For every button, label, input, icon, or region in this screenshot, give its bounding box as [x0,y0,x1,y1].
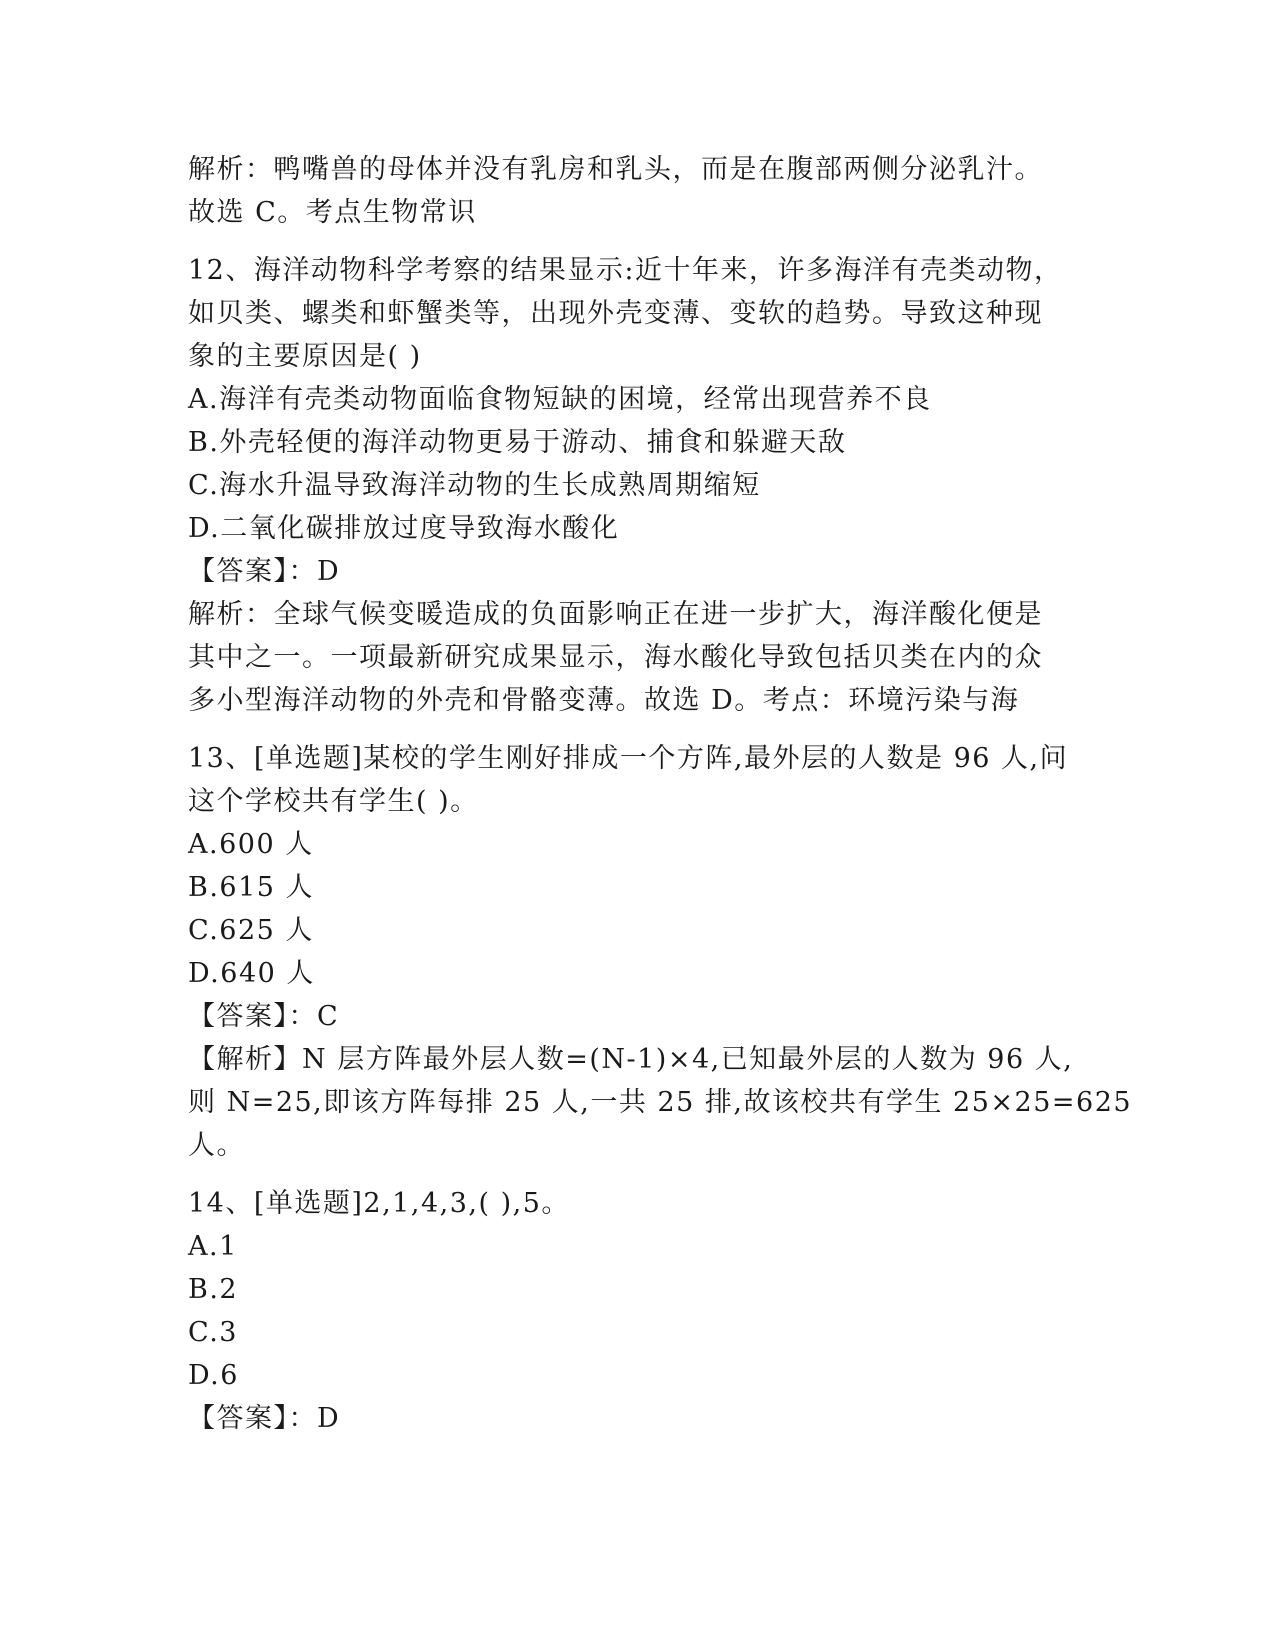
q14-option-d: D.6 [188,1360,239,1391]
q14-stem-line-1: 14、[单选题]2,1,4,3,( ),5。 [188,1188,570,1219]
q12-analysis-line-2: 其中之一。一项最新研究成果显示，海水酸化导致包括贝类在内的众 [188,642,1043,673]
q12-option-a: A.海洋有壳类动物面临食物短缺的困境，经常出现营养不良 [188,384,932,415]
q13-option-c: C.625 人 [188,915,314,946]
q12-option-c: C.海水升温导致海洋动物的生长成熟周期缩短 [188,470,761,501]
q13-stem-line-2: 这个学校共有学生( )。 [188,786,479,817]
q12-option-d: D.二氧化碳排放过度导致海水酸化 [188,513,620,544]
q12-stem-line-1: 12、海洋动物科学考察的结果显示:近十年来，许多海洋有壳类动物， [188,255,1063,286]
q12-stem-line-2: 如贝类、螺类和虾蟹类等，出现外壳变薄、变软的趋势。导致这种现 [188,298,1043,329]
q11-analysis-line-2: 故选 C。考点生物常识 [188,197,477,228]
q12-option-b: B.外壳轻便的海洋动物更易于游动、捕食和躲避天敌 [188,427,847,458]
q13-answer: 【答案】：C [188,1001,340,1032]
q12-answer: 【答案】：D [188,556,341,587]
q13-block [188,737,1133,1167]
q13-option-b: B.615 人 [188,872,315,903]
q11-analysis-line-1: 解析：鸭嘴兽的母体并没有乳房和乳头，而是在腹部两侧分泌乳汁。 [188,154,1043,185]
q12-analysis-line-1: 解析：全球气候变暖造成的负面影响正在进一步扩大，海洋酸化便是 [188,599,1043,630]
q13-stem-line-1: 13、[单选题]某校的学生刚好排成一个方阵,最外层的人数是 96 人,问 [188,743,1069,774]
q12-analysis-line-3: 多小型海洋动物的外壳和骨骼变薄。故选 D。考点：环境污染与海 [188,685,1020,716]
q14-option-c: C.3 [188,1317,238,1348]
document-page [188,148,1133,1440]
q13-analysis-line-3: 人。 [188,1130,245,1161]
q11-block [188,148,1088,234]
q12-block [188,249,1088,722]
q14-block [188,1182,1088,1440]
q13-analysis-line-2: 则 N=25,即该方阵每排 25 人,一共 25 排,故该校共有学生 25×25=625 [188,1087,1133,1118]
q13-option-a: A.600 人 [188,829,314,860]
q14-option-b: B.2 [188,1274,239,1305]
q14-option-a: A.1 [188,1231,238,1262]
q13-analysis-line-1: 【解析】N 层方阵最外层人数=(N-1)×4,已知最外层的人数为 96 人, [188,1044,1074,1075]
q14-answer: 【答案】：D [188,1403,341,1434]
q12-stem-line-3: 象的主要原因是( ) [188,341,422,372]
q13-option-d: D.640 人 [188,958,315,989]
